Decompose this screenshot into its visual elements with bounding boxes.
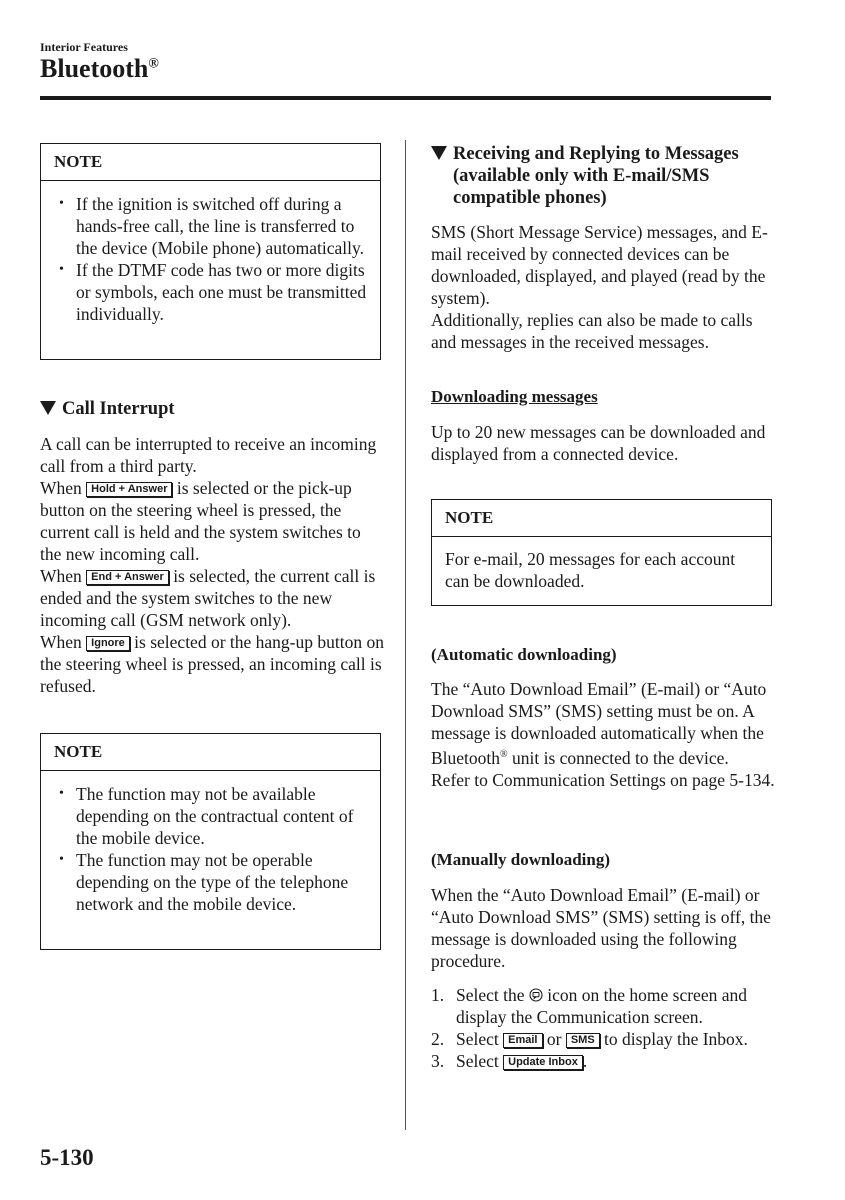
text-fragment: The “Auto Download Email” (E-mail) or “Auto Download SMS” (SMS) setting must be on. A message is downloaded automatically when the Bluetooth <box>431 679 767 768</box>
note-label: NOTE <box>432 500 771 537</box>
auto-heading: (Automatic downloading) <box>431 645 617 664</box>
text-fragment: Select <box>456 1029 504 1049</box>
step-number: 2. <box>431 1029 445 1049</box>
email-button: Email <box>503 1033 542 1048</box>
downloading-body <box>431 421 776 465</box>
auto-paragraph <box>431 678 776 769</box>
triangle-down-icon <box>40 401 56 415</box>
update-inbox-button: Update Inbox <box>503 1055 583 1070</box>
manual-heading: (Manually downloading) <box>431 850 611 869</box>
note-bullet-item: • The function may not be available depending on the contractual content of the mobile device. <box>54 783 370 849</box>
note-label: NOTE <box>41 734 380 771</box>
hold-answer-button: Hold + Answer <box>86 482 172 497</box>
manual-body <box>431 884 776 972</box>
column-divider <box>405 140 406 1130</box>
text-fragment: Select <box>456 1051 504 1071</box>
section-label: Interior Features <box>40 40 128 54</box>
note-body <box>41 181 380 335</box>
text-fragment: is selected or the pick-up button on the steering wheel is pressed, the current call is held and the system switches to the new incoming call. <box>40 478 361 564</box>
manual-paragraph: When the “Auto Download Email” (E-mail) or “Auto Download SMS” (SMS) setting is off, the message is downloaded using the following procedure. <box>431 885 771 971</box>
receiving-paragraph: SMS (Short Message Service) messages, and E-mail received by connected devices can be downloaded, displayed, and played (read by the system). <box>431 222 768 308</box>
text-fragment: is selected, the current call is ended and the system switches to the new incoming call (GSM network only). <box>40 566 376 630</box>
call-interrupt-paragraph: A call can be interrupted to receive an incoming call from a third party. <box>40 434 377 476</box>
note-bullet-item: • If the DTMF code has two or more digits or symbols, each one must be transmitted individually. <box>54 259 370 325</box>
receiving-paragraph: Additionally, replies can also be made to calls and messages in the received messages. <box>431 310 753 352</box>
page-title <box>40 54 159 84</box>
step-item <box>431 984 776 1028</box>
ignore-paragraph <box>40 631 385 697</box>
call-interrupt-body <box>40 433 385 697</box>
page-title-text: Bluetooth <box>40 54 149 83</box>
note-bullet-item: • The function may not be operable depending on the type of the telephone network and the mobile device. <box>54 849 370 915</box>
text-fragment: When <box>40 478 87 498</box>
ignore-button: Ignore <box>86 636 130 651</box>
step-number: 1. <box>431 985 445 1005</box>
hold-answer-paragraph <box>40 477 385 565</box>
note-label: NOTE <box>41 144 380 181</box>
note-body <box>432 537 771 602</box>
note-box <box>40 143 381 360</box>
end-answer-paragraph <box>40 565 385 631</box>
receiving-heading-text: Receiving and Replying to Messages (available only with E-mail/SMS compatible phones) <box>453 144 739 208</box>
procedure-steps <box>431 984 776 1072</box>
note-text: For e-mail, 20 messages for each account can be downloaded. <box>445 549 736 591</box>
text-fragment: unit is connected to the device. <box>507 747 729 768</box>
end-answer-button: End + Answer <box>86 570 169 585</box>
text-fragment: When <box>40 566 87 586</box>
call-interrupt-heading-text: Call Interrupt <box>62 399 175 419</box>
step-item <box>431 1050 776 1072</box>
triangle-down-icon <box>431 146 447 160</box>
receiving-heading <box>431 143 761 209</box>
text-fragment: icon on the home screen and display the Communication screen. <box>456 985 747 1027</box>
text-fragment: Select the <box>456 985 529 1005</box>
receiving-body <box>431 221 776 353</box>
note-bullets <box>54 783 370 915</box>
steps-list <box>431 984 776 1072</box>
communication-icon <box>529 988 543 1002</box>
text-fragment: to display the Inbox. <box>599 1029 748 1049</box>
registered-mark: ® <box>148 56 159 72</box>
downloading-heading: Downloading messages <box>431 387 598 406</box>
text-fragment: or <box>542 1029 566 1049</box>
text-fragment: . <box>582 1051 588 1071</box>
reference-paragraph: Refer to Communication Settings on page 5-134. <box>431 769 775 790</box>
downloading-paragraph: Up to 20 new messages can be downloaded and displayed from a connected device. <box>431 422 766 464</box>
note-bullet-item: • If the ignition is switched off during a hands-free call, the line is transferred to the device (Mobile phone) automatically. <box>54 193 370 259</box>
text-fragment: is selected or the hang-up button on the steering wheel is pressed, an incoming call is refused. <box>40 632 384 696</box>
call-interrupt-heading <box>40 398 385 420</box>
text-fragment: When <box>40 632 87 652</box>
note-box <box>431 499 772 606</box>
note-box <box>40 733 381 950</box>
step-number: 3. <box>431 1051 445 1071</box>
note-bullets <box>54 193 370 325</box>
page-number: 5-130 <box>40 1145 94 1170</box>
sms-button: SMS <box>566 1033 600 1048</box>
header-rule <box>40 96 771 100</box>
auto-body <box>431 678 776 791</box>
step-item <box>431 1028 776 1050</box>
registered-mark: ® <box>500 749 508 760</box>
note-body <box>41 771 380 925</box>
